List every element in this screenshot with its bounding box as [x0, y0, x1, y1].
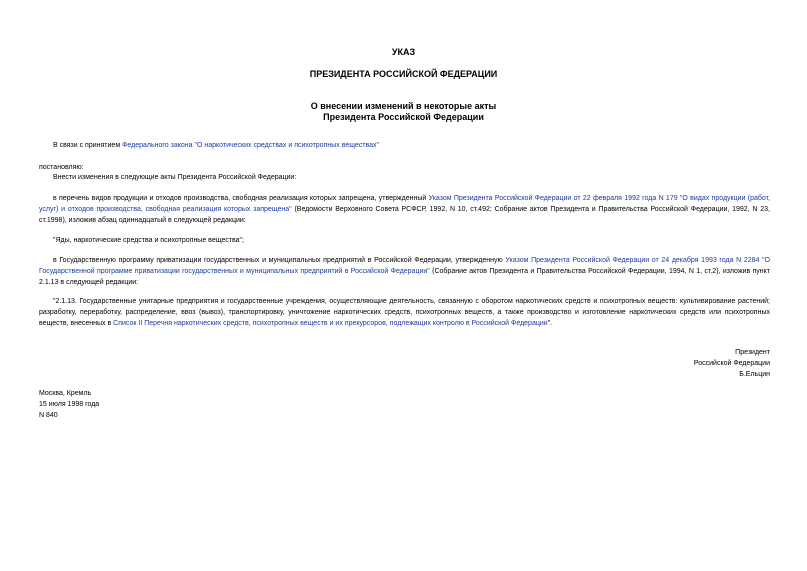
- amendment-paragraph-1: [39, 193, 770, 226]
- para1-text-after: (Ведомости Верховного Совета РСФСР, 1992, N 10, ст.492; Собрание актов Президента и Правительства Российской Федерации, 1992, N 23, ст.1998), изложив абзац одиннадцатый в следующей редакции:: [39, 206, 770, 224]
- decree-word: постановляю:: [39, 164, 84, 171]
- signature-title: Президент: [735, 349, 770, 356]
- signature-name: Б.Ельцин: [739, 371, 770, 378]
- quote-2: [39, 296, 770, 329]
- signature-country: Российской Федерации: [693, 360, 770, 367]
- place-date-block: [39, 388, 99, 421]
- decree-2284-link[interactable]: Указом Президента Российской Федерации от 24 декабря 1993 года N 2284 "О Государственной программе приватизации государственных и муниципальных предприятий в Российской Федерации": [39, 257, 770, 275]
- para1-text-before: в перечень видов продукции и отходов производства, свободная реализация которых запрещена, утвержденный: [53, 195, 429, 202]
- amend-intro: Внести изменения в следующие акты Президента Российской Федерации:: [53, 174, 297, 181]
- intro-text: В связи с принятием: [53, 142, 123, 149]
- intro-paragraph: [39, 140, 770, 151]
- date: 15 июля 1998 года: [39, 401, 100, 408]
- quote2-text-after: ".: [547, 320, 553, 327]
- federal-law-link[interactable]: Федерального закона "О наркотических средствах и психотропных веществах": [122, 142, 380, 149]
- para2-text-before: в Государственную программу приватизации государственных и муниципальных предприятий в Российской Федерации, утвержденную: [53, 257, 506, 264]
- para2-text-after: (Собрание актов Президента и Правительства Российской Федерации, 1994, N 1, ст.2), изложив пункт 2.1.13 в следующей редакции:: [39, 268, 771, 286]
- decree-subject-line2: Президента Российской Федерации: [323, 112, 484, 122]
- list-ii-link[interactable]: Список II Перечня наркотических средств, психотропных веществ и их прекурсоров, подлежащих контролю в Российской Федерации: [113, 320, 548, 327]
- quote2-text-before: "2.1.13. Государственные унитарные предприятия и государственные учреждения, осуществляющие деятельность, связанную с оборотом наркотических средств и психотропных веществ: культивирование растений; разработку, переработку, распределение, ввоз (вывоз), транспортировку, уничтожение наркотических средств, психотропных веществ, а также производство и изготовление наркотических средств или психотропных веществ, внесенных в: [39, 298, 770, 327]
- amendment-paragraph-2: [39, 255, 770, 288]
- decree-number: N 840: [39, 412, 58, 419]
- decree-179-link[interactable]: Указом Президента Российской Федерации от 22 февраля 1992 года N 179 "О видах продукции (работ, услуг) и отходов производства, свободная реализация которых запрещена": [39, 195, 770, 213]
- quote-1: "Яды, наркотические средства и психотропные вещества";: [53, 237, 244, 244]
- place: Москва, Кремль: [39, 390, 92, 397]
- signature-block: [694, 347, 770, 380]
- decree-subject-line1: О внесении изменений в некоторые акты: [310, 101, 497, 111]
- decree-title: УКАЗ: [391, 47, 416, 57]
- decree-issuer: ПРЕЗИДЕНТА РОССИЙСКОЙ ФЕДЕРАЦИИ: [309, 69, 498, 79]
